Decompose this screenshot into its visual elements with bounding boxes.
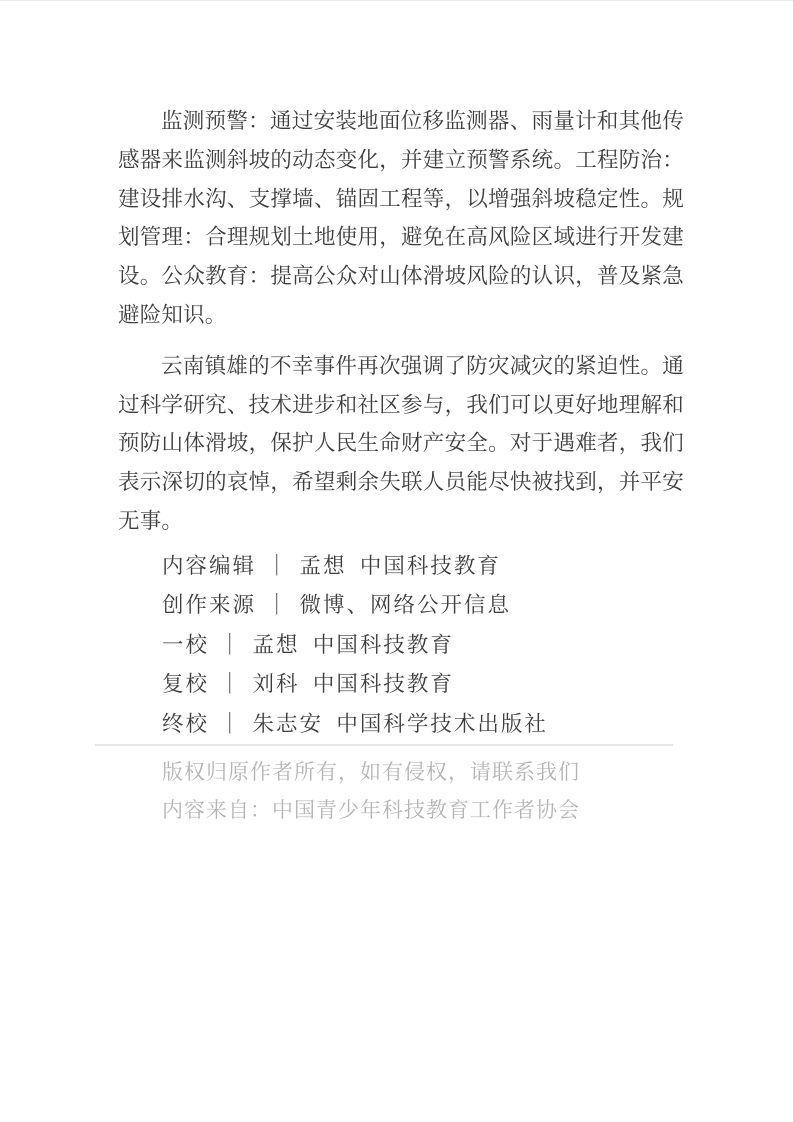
credit-line-final-proof	[162, 705, 684, 745]
credit-value: 微博、网络公开信息	[299, 593, 512, 618]
credit-line-second-proof	[162, 665, 684, 705]
copyright-line: 版权归原作者所有，如有侵权，请联系我们	[162, 759, 580, 784]
credit-role: 一校	[162, 632, 210, 657]
credit-line-first-proof	[162, 626, 684, 666]
credit-separator-bar: ｜	[219, 632, 243, 657]
body-paragraph-conclusion: 云南镇雄的不幸事件再次强调了防灾减灾的紧迫性。通过科学研究、技术进步和社区参与，我们可以更好地理解和预防山体滑坡，保护人民生命财产安全。对于遇难者，我们表示深切的哀悼，希望剩余失联人员能尽快被找到，并平安无事。	[118, 353, 684, 533]
credit-role: 复校	[162, 672, 210, 697]
credit-separator-bar: ｜	[219, 711, 243, 736]
content-source-line: 内容来自：中国青少年科技教育工作者协会	[162, 797, 580, 822]
article-body	[0, 1, 793, 829]
credit-value: 朱志安 中国科学技术出版社	[252, 711, 548, 736]
credit-value: 孟想 中国科技教育	[252, 632, 454, 657]
body-paragraph-prevention: 监测预警：通过安装地面位移监测器、雨量计和其他传感器来监测斜坡的动态变化，并建立预警系统。工程防治：建设排水沟、支撑墙、锚固工程等，以增强斜坡稳定性。规划管理：合理规划土地使用，避免在高风险区域进行开发建设。公众教育：提高公众对山体滑坡风险的认识，普及紧急避险知识。	[118, 109, 684, 327]
credit-value: 孟想 中国科技教育	[299, 553, 501, 578]
credit-separator-bar: ｜	[266, 553, 290, 578]
credits-block	[118, 547, 684, 745]
credit-value: 刘科 中国科技教育	[252, 672, 454, 697]
credit-line-editor	[162, 547, 684, 587]
credit-role: 创作来源	[162, 593, 257, 618]
credit-role: 终校	[162, 711, 210, 736]
footer-divider	[95, 744, 673, 746]
credit-role: 内容编辑	[162, 553, 257, 578]
credit-separator-bar: ｜	[266, 593, 290, 618]
credit-line-source	[162, 586, 684, 626]
copyright-footer	[118, 753, 684, 829]
credit-separator-bar: ｜	[219, 672, 243, 697]
